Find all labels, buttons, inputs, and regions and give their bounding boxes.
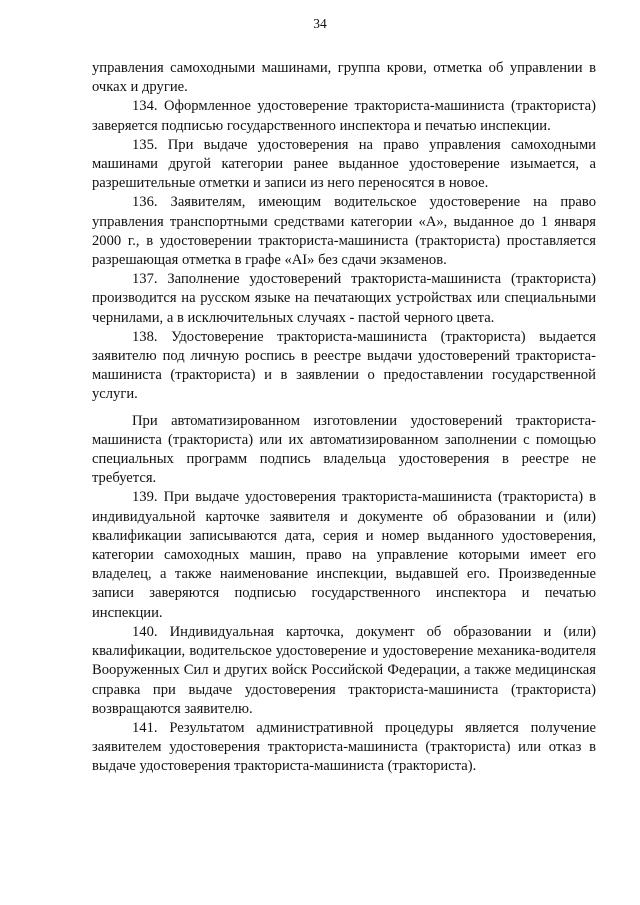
paragraph-141: 141. Результатом административной процедуры является получение заявителем удостоверения тракториста-машиниста (тракториста) или отказ в выдаче удостоверения тракториста-машиниста (тракториста). — [92, 719, 596, 775]
paragraph-140: 140. Индивидуальная карточка, документ об образовании и (или) квалификации, водительское удостоверение и удостоверение механика-водителя Вооруженных Сил и других войск Российской Федерации, а также медицинская справка при выдаче удостоверения тракториста-машиниста (тракториста) возвращаются заявителю. — [92, 623, 596, 717]
document-body — [92, 59, 596, 777]
paragraph-139: 139. При выдаче удостоверения тракториста-машиниста (тракториста) в индивидуальной карточке заявителя и документе об образовании и (или) квалификации записываются дата, серия и номер выданного удостоверения, категории самоходных машин, право на управление которыми имеет его владелец, а также наименование инспекции, выдавшей его. Произведенные записи заверяются подписью государственного инспектора и печатью инспекции. — [92, 489, 596, 621]
paragraph-138-note: При автоматизированном изготовлении удостоверений тракториста-машиниста (тракториста) или их автоматизированном заполнении с помощью специальных программ подпись владельца удостоверения в реестре не требуется. — [92, 412, 596, 487]
paragraph-134: 134. Оформленное удостоверение тракториста-машиниста (тракториста) заверяется подписью государственного инспектора и печатью инспекции. — [92, 98, 596, 134]
paragraph-135: 135. При выдаче удостоверения на право управления самоходными машинами другой категории ранее выданное удостоверение изымается, а разрешительные отметки и записи из него переносятся в новое. — [92, 136, 596, 192]
paragraph-137: 137. Заполнение удостоверений тракториста-машиниста (тракториста) производится на русском языке на печатающих устройствах или специальными чернилами, а в исключительных случаях - пастой черного цвета. — [92, 271, 596, 326]
paragraph-138: 138. Удостоверение тракториста-машиниста (тракториста) выдается заявителю под личную роспись в реестре выдачи удостоверений тракториста-машиниста (тракториста) и в заявлении о предоставлении государственной услуги. — [92, 328, 596, 403]
paragraph-136: 136. Заявителям, имеющим водительское удостоверение на право управления транспортными средствами категории «А», выданное до 1 января 2000 г., в удостоверении тракториста-машиниста (тракториста) проставляется разрешающая отметка в графе «AI» без сдачи экзаменов. — [92, 194, 596, 269]
page-number: 34 — [313, 16, 327, 31]
paragraph-continuation: управления самоходными машинами, группа крови, отметка об управлении в очках и другие. — [92, 60, 596, 96]
